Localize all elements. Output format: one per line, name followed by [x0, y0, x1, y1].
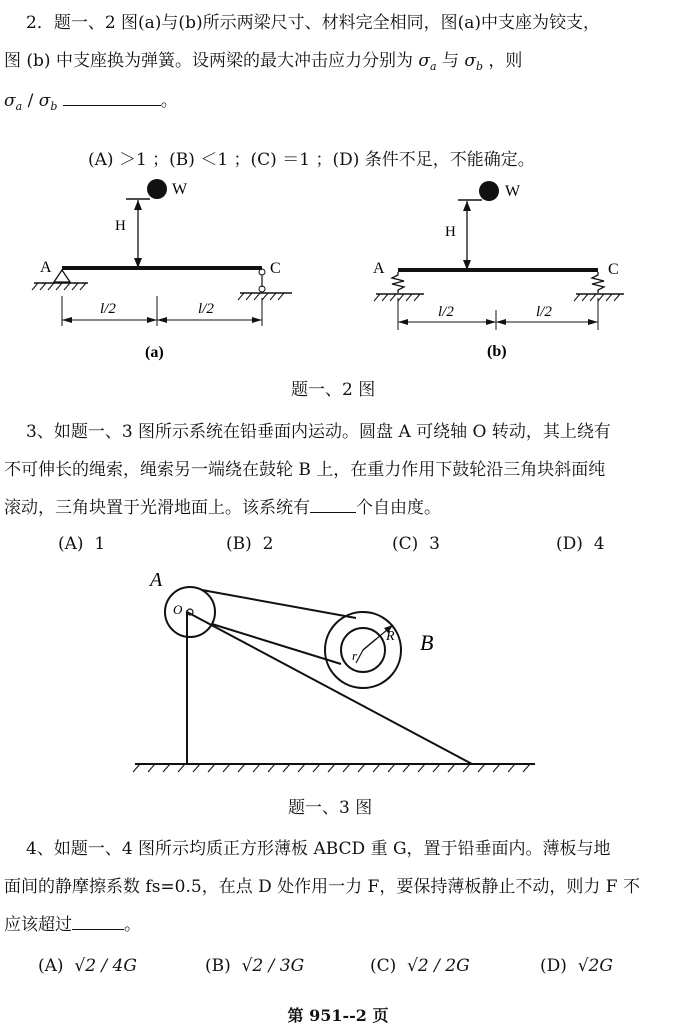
label-h-a: H — [115, 218, 126, 234]
q2-figure — [0, 170, 676, 370]
sigma-b-subscript: b — [475, 60, 484, 73]
q4-line-1: 4、如题一、4 图所示均质正方形薄板 ABCD 重 G，置于铅垂面内。薄板与地 — [26, 839, 611, 859]
q3-figure — [0, 560, 676, 785]
caption-a: (a) — [145, 344, 164, 361]
q4-option-d: (D) √2G — [540, 956, 613, 976]
q2-figure-caption: 题一、2 图 — [291, 380, 376, 400]
q2-line-2 — [4, 46, 522, 73]
q2-line-3 — [4, 86, 178, 113]
q2-options: (A) ＞1 ；(B) ＜1 ；(C) ＝1 ；(D) 条件不足，不能确定。 — [88, 150, 535, 170]
label-disk-a: A — [150, 569, 163, 591]
weight-ball-b — [479, 181, 499, 201]
ratio-sub-b: b — [50, 100, 58, 113]
q3-line-3 — [4, 493, 441, 518]
q3-line-2: 不可伸长的绳索，绳索另一端绕在鼓轮 B 上，在重力作用下鼓轮沿三角块斜面纯 — [4, 460, 606, 480]
sigma-a-symbol: σ — [418, 51, 430, 71]
q2-line-3-end: 。 — [160, 91, 178, 111]
q3-line-3-end: 个自由度。 — [356, 498, 441, 518]
q3-option-b: (B) 2 — [226, 534, 274, 554]
label-w-b: W — [505, 183, 521, 200]
q2-line-2-text: 图 (b) 中支座换为弹簧。设两梁的最大冲击应力分别为 — [4, 51, 413, 71]
q3-line-3-text: 滚动，三角块置于光滑地面上。该系统有 — [4, 498, 310, 518]
label-axle-o: O — [173, 602, 183, 617]
sigma-b-symbol: σ — [464, 51, 476, 71]
q3-figure-caption: 题一、3 图 — [288, 798, 373, 818]
weight-ball-a — [147, 179, 167, 199]
dim-b-left: l/2 — [438, 304, 454, 320]
spring-right — [592, 272, 604, 293]
q3-option-a: (A) 1 — [58, 534, 106, 554]
q4-line-3-text: 应该超过 — [4, 915, 72, 935]
dim-b-right: l/2 — [536, 304, 552, 320]
label-c-b: C — [608, 261, 619, 278]
label-r-inner: r — [352, 648, 358, 663]
q4-option-c: (C) √2 / 2G — [370, 956, 470, 976]
figure-b — [373, 181, 624, 360]
label-w-a: W — [172, 181, 188, 198]
q3-line-1: 3、如题一、3 图所示系统在铅垂面内运动。圆盘 A 可绕轴 O 转动，其上绕有 — [26, 422, 611, 442]
figure-a — [32, 179, 292, 361]
q4-option-b: (B) √2 / 3G — [205, 956, 305, 976]
label-a-a: A — [40, 259, 52, 276]
ratio-sigma-b: σ — [38, 91, 51, 111]
q4-line-3-end: 。 — [124, 915, 141, 935]
spring-left — [392, 272, 404, 293]
rope-bottom — [212, 624, 341, 664]
ratio-slash: / — [22, 91, 39, 111]
q4-answer-blank — [72, 915, 124, 930]
caption-b: (b) — [487, 343, 507, 360]
page-footer: 第 951--2 页 — [287, 1006, 389, 1025]
label-c-a: C — [270, 260, 281, 277]
ratio-sub-a: a — [15, 100, 23, 113]
ratio-sigma-a: σ — [4, 91, 16, 111]
q4-line-2: 面间的静摩擦系数 fs=0.5，在点 D 处作用一力 F，要保持薄板静止不动，则力 F 不 — [4, 877, 640, 897]
pin-support-left — [54, 270, 70, 282]
rope-top — [202, 590, 356, 618]
sigma-a-subscript: a — [429, 60, 437, 73]
dim-a-left: l/2 — [100, 301, 116, 317]
label-r-outer: R — [386, 629, 395, 644]
q3-option-d: (D) 4 — [556, 534, 605, 554]
q2-and: 与 — [441, 51, 459, 71]
label-h-b: H — [445, 224, 456, 240]
label-drum-b: B — [420, 630, 434, 655]
q2-line-1: 2．题一、2 图(a)与(b)所示两梁尺寸、材料完全相同，图(a)中支座为铰支， — [26, 13, 600, 33]
q4-line-3 — [4, 910, 141, 935]
label-a-b: A — [373, 260, 385, 277]
q3-answer-blank — [310, 498, 356, 513]
dim-a-right: l/2 — [198, 301, 214, 317]
q2-then: ，则 — [488, 51, 523, 71]
q2-answer-blank — [63, 91, 161, 106]
q3-option-c: (C) 3 — [392, 534, 440, 554]
q4-option-a: (A) √2 / 4G — [38, 956, 137, 976]
